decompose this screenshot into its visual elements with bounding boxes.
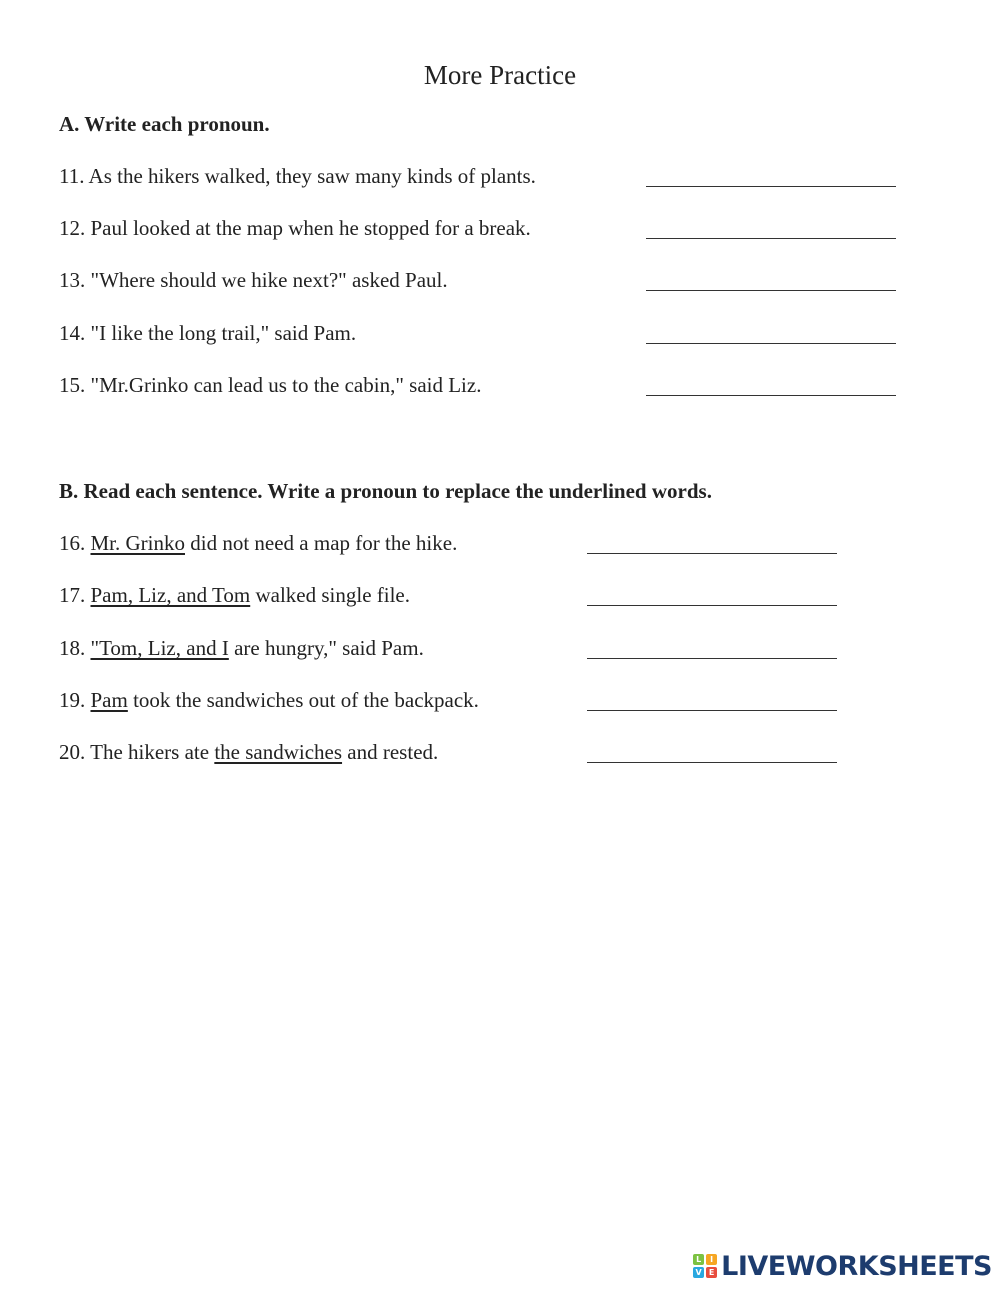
- item-prefix: 20. The hikers ate: [59, 740, 215, 764]
- logo-squares-icon: [693, 1254, 717, 1278]
- answer-input-18[interactable]: [587, 632, 837, 658]
- underlined-words: Pam, Liz, and Tom: [90, 583, 251, 607]
- underlined-words: Pam: [90, 688, 128, 712]
- answer-line-19: [587, 710, 837, 711]
- liveworksheets-logo[interactable]: [693, 1251, 992, 1281]
- item-suffix: did not need a map for the hike.: [185, 531, 458, 555]
- section-a-item-14: 14. "I like the long trail," said Pam.: [59, 321, 357, 345]
- answer-line-15: [646, 395, 896, 396]
- answer-input-20[interactable]: [587, 736, 837, 762]
- item-suffix: walked single file.: [250, 583, 411, 607]
- section-a-item-11: 11. As the hikers walked, they saw many kinds of plants.: [59, 164, 536, 188]
- answer-line-20: [587, 762, 837, 763]
- logo-square-i: I: [706, 1254, 717, 1265]
- item-suffix: and rested.: [342, 740, 439, 764]
- underlined-words: "Tom, Liz, and I: [90, 636, 229, 660]
- section-b-item-20: [59, 738, 438, 766]
- section-b-heading: B. Read each sentence. Write a pronoun to replace the underlined words.: [59, 479, 712, 503]
- answer-line-14: [646, 343, 896, 344]
- logo-square-v: V: [693, 1267, 704, 1278]
- answer-line-18: [587, 658, 837, 659]
- answer-input-16[interactable]: [587, 527, 837, 553]
- answer-line-13: [646, 290, 896, 291]
- section-b-item-19: [59, 686, 479, 714]
- logo-text: LIVEWORKSHEETS: [721, 1250, 992, 1282]
- page-title: More Practice: [423, 60, 577, 90]
- answer-input-19[interactable]: [587, 684, 837, 710]
- underlined-words: Mr. Grinko: [90, 531, 185, 555]
- answer-input-15[interactable]: [646, 369, 896, 395]
- answer-input-17[interactable]: [587, 579, 837, 605]
- answer-input-12[interactable]: [646, 212, 896, 238]
- item-prefix: 18.: [59, 636, 91, 660]
- item-suffix: are hungry," said Pam.: [228, 636, 424, 660]
- answer-line-16: [587, 553, 837, 554]
- item-prefix: 16.: [59, 531, 91, 555]
- section-a-heading: A. Write each pronoun.: [59, 112, 270, 136]
- answer-line-17: [587, 605, 837, 606]
- underlined-words: the sandwiches: [214, 740, 343, 764]
- section-b-item-18: [59, 634, 424, 662]
- item-prefix: 19.: [59, 688, 91, 712]
- item-prefix: 17.: [59, 583, 91, 607]
- section-a-item-12: 12. Paul looked at the map when he stopped for a break.: [59, 216, 531, 240]
- answer-input-14[interactable]: [646, 317, 896, 343]
- answer-input-11[interactable]: [646, 160, 896, 186]
- section-a-item-15: 15. "Mr.Grinko can lead us to the cabin," said Liz.: [59, 373, 482, 397]
- answer-line-11: [646, 186, 896, 187]
- item-suffix: took the sandwiches out of the backpack.: [127, 688, 479, 712]
- answer-line-12: [646, 238, 896, 239]
- logo-square-l: L: [693, 1254, 704, 1265]
- logo-square-e: E: [706, 1267, 717, 1278]
- section-b-item-16: [59, 529, 457, 557]
- section-b-item-17: [59, 581, 410, 609]
- answer-input-13[interactable]: [646, 264, 896, 290]
- section-a-item-13: 13. "Where should we hike next?" asked Paul.: [59, 268, 448, 292]
